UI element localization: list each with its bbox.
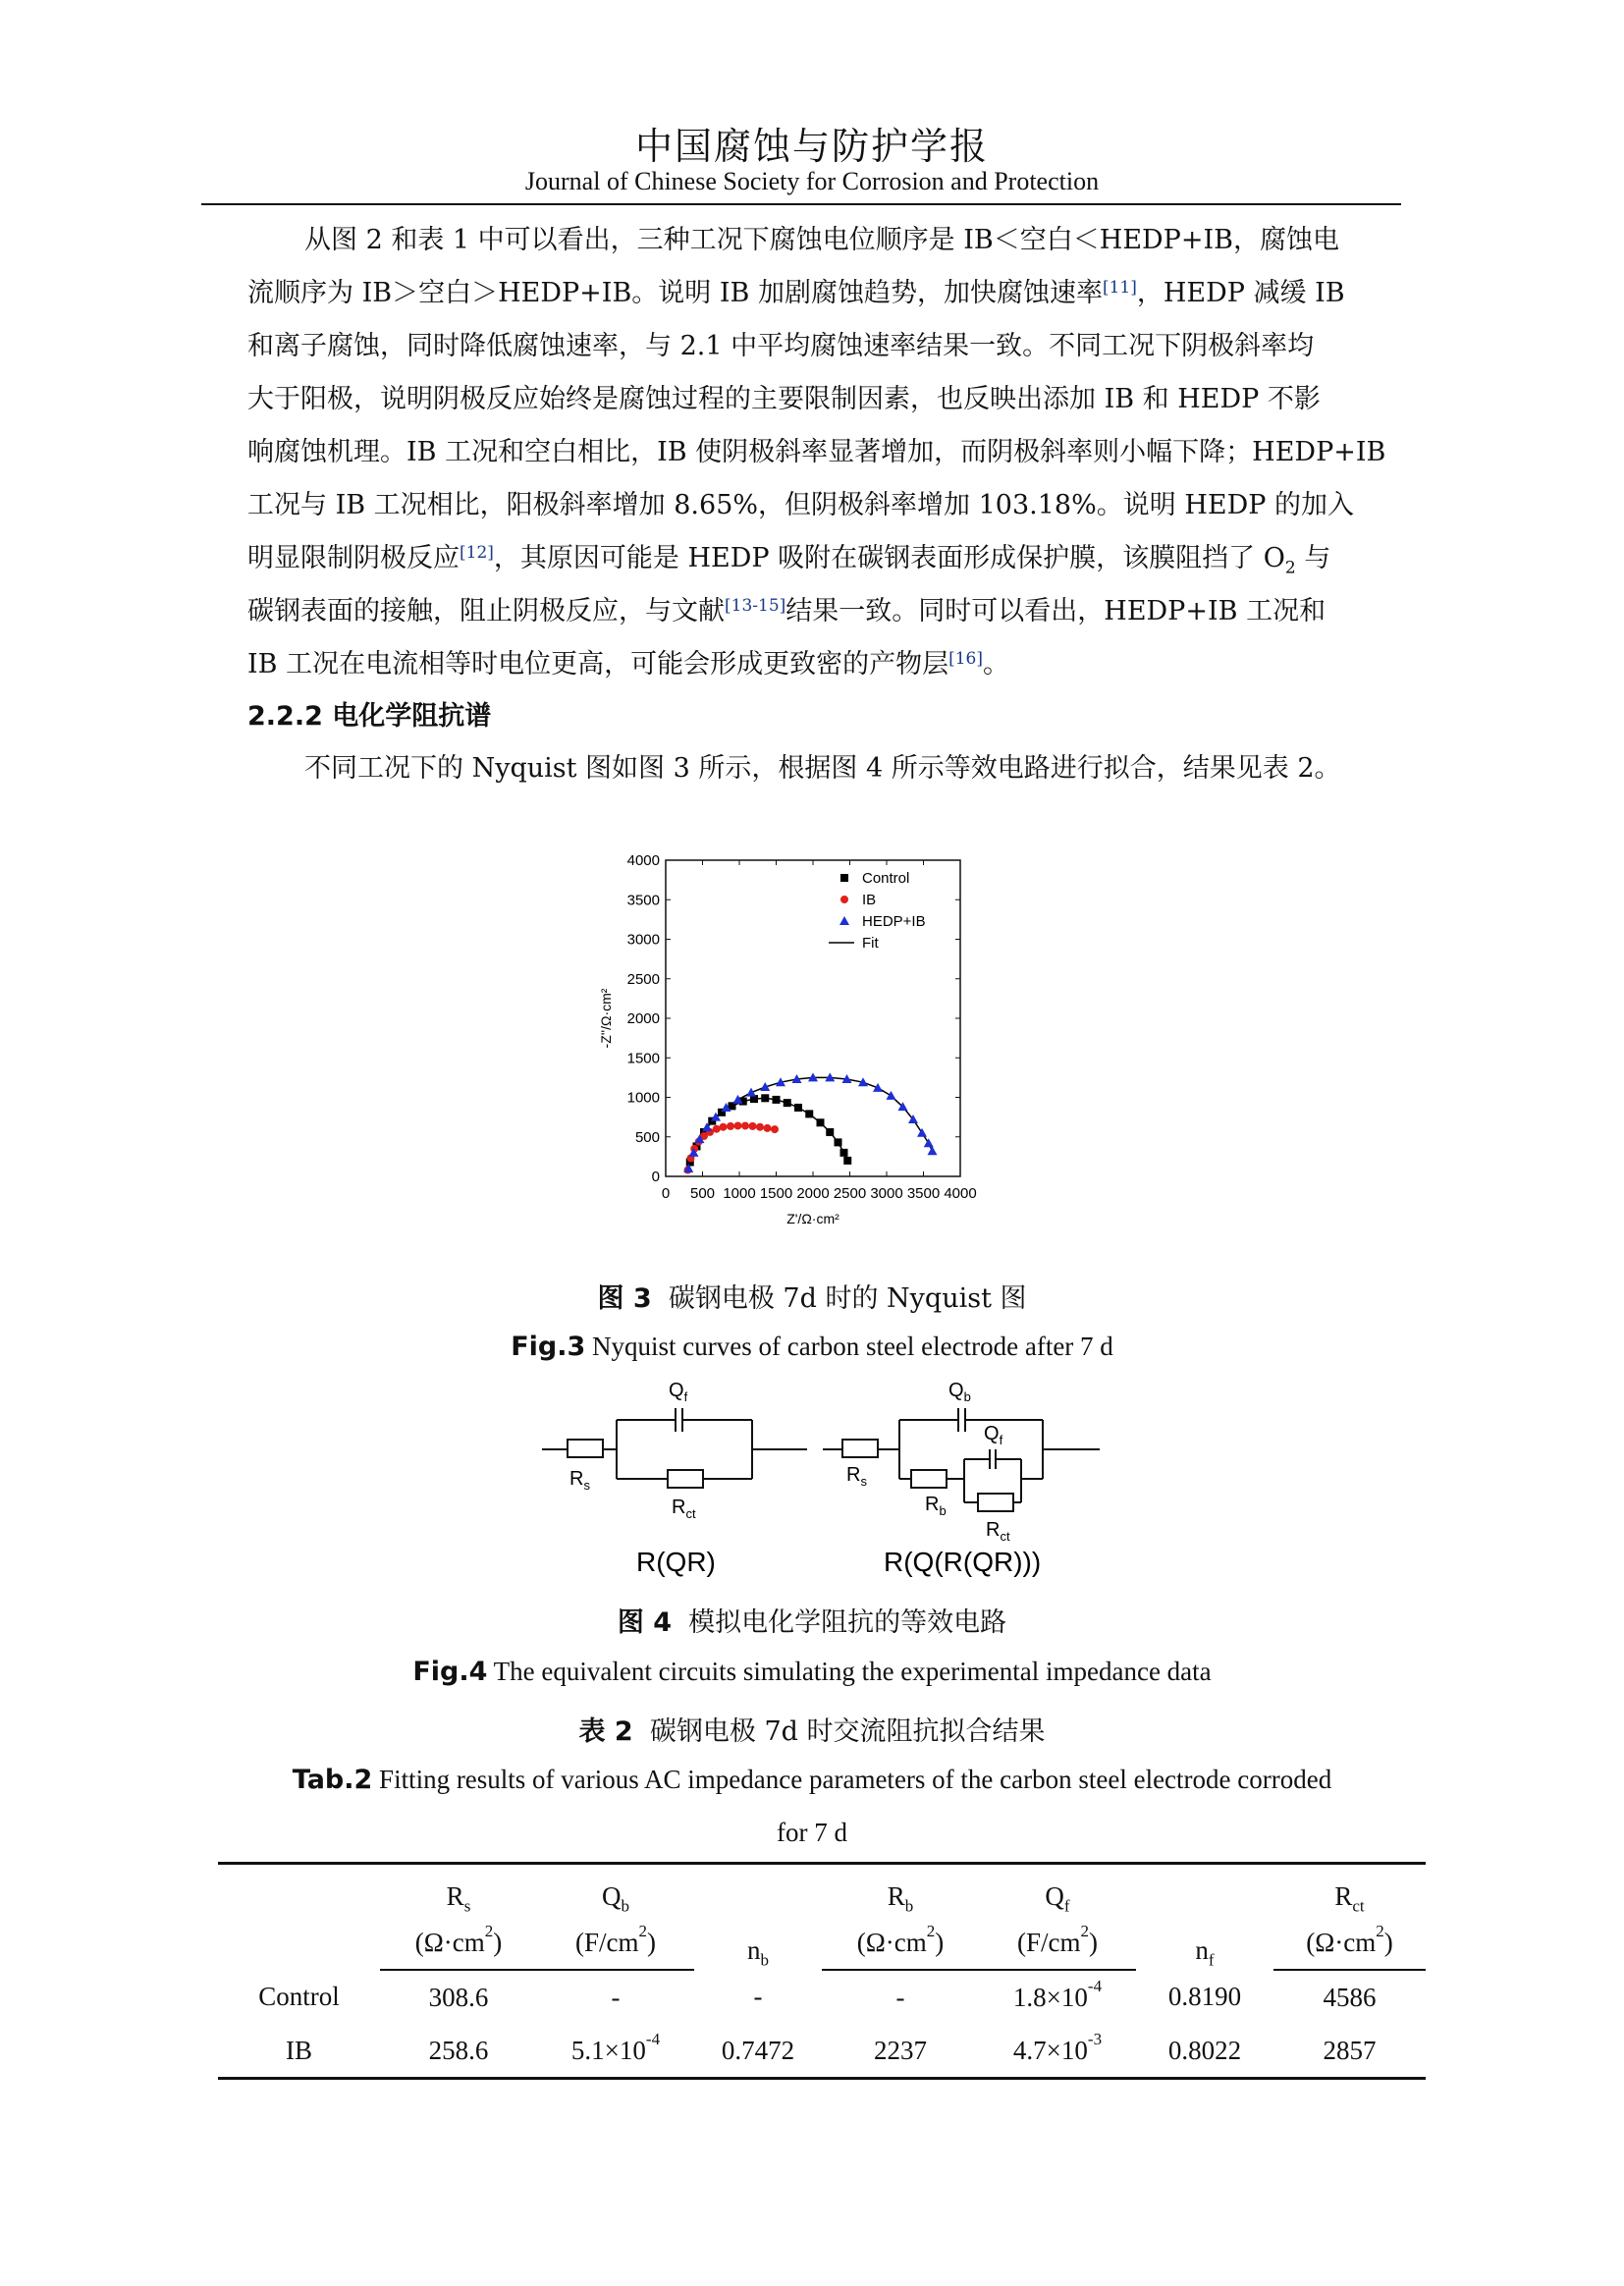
label-qf: $Q_f$ <box>669 1380 688 1404</box>
label-rs-2: $R_s$ <box>846 1464 867 1489</box>
legend-label: IB <box>862 892 877 908</box>
body-line: 响腐蚀机理。IB 工况和空白相比，IB 使阴极斜率显著增加，而阴极斜率则小幅下降；HEDP+IB <box>247 437 1386 467</box>
cell-nf: 0.8022 <box>1136 2024 1273 2079</box>
fitting-results-table <box>218 1862 1426 2080</box>
data-point-hedp-ib <box>928 1146 938 1155</box>
cell-rb: - <box>895 1982 905 2012</box>
equivalent-circuits <box>530 1373 1119 1599</box>
fig3-caption-en: Fig.3 Nyquist curves of carbon steel electrode after 7 d <box>511 1332 1113 1362</box>
legend-label: Fit <box>862 935 879 952</box>
unit-rb: $(\Omega\cdot cm^2)$ <box>822 1916 979 1970</box>
body-line: 和离子腐蚀，同时降低腐蚀速率，与 2.1 中平均腐蚀速率结果一致。不同工况下阴极斜率均 <box>247 331 1315 361</box>
label-rs: $R_s$ <box>569 1468 590 1493</box>
header-qb: $Q_b$ <box>537 1864 694 1917</box>
section-title: 2.2.2 电化学阻抗谱 <box>247 701 492 732</box>
y-tick-label: 2000 <box>626 1010 660 1027</box>
intro-paragraph: 不同工况下的 Nyquist 图如图 3 所示，根据图 4 所示等效电路进行拟合，结果见表 2。 <box>304 753 1341 784</box>
resistor-rs <box>568 1440 603 1457</box>
body-line: IB 工况在电流相等时电位更高，可能会形成更致密的产物层[16]。 <box>247 649 1009 680</box>
y-tick-label: 500 <box>634 1128 660 1146</box>
body-line: 从图 2 和表 1 中可以看出，三种工况下腐蚀电位顺序是 IB＜空白＜HEDP+IB，腐蚀电 <box>304 225 1339 255</box>
table-row <box>218 1970 1426 2024</box>
y-tick-label: 0 <box>651 1169 660 1185</box>
unit-rct: $(\Omega\cdot cm^2)$ <box>1273 1916 1426 1970</box>
data-point-ib <box>727 1122 734 1130</box>
body-paragraph <box>247 214 1396 695</box>
fig3-caption-cn: 图 3 碳钢电极 7d 时的 Nyquist 图 <box>597 1283 1027 1314</box>
y-tick-label: 4000 <box>626 852 660 869</box>
body-line: 大于阳极，说明阴极反应始终是腐蚀过程的主要限制因素，也反映出添加 IB 和 HEDP 不影 <box>247 384 1321 414</box>
body-line: 明显限制阴极反应[12]，其原因可能是 HEDP 吸附在碳钢表面形成保护膜，该膜阻挡了 $O_2$ 与 <box>247 543 1331 578</box>
y-axis-label: -Z''/Ω·cm² <box>598 988 614 1049</box>
cell-rs: 258.6 <box>380 2024 537 2079</box>
data-point-hedp-ib <box>873 1083 883 1092</box>
citation[interactable]: [11] <box>1102 278 1137 298</box>
cell-nf: 0.8190 <box>1167 1982 1242 2011</box>
unit-qb: $(F/cm^2)$ <box>537 1916 694 1970</box>
cell-nb: 0.7472 <box>694 2024 822 2079</box>
cell-qf: $4.7\times 10^{-3}$ <box>979 2024 1136 2079</box>
citation[interactable]: [13-15] <box>725 596 786 616</box>
table-row <box>218 2024 1426 2079</box>
y-tick-label: 2500 <box>626 970 660 988</box>
label-qb: $Q_b$ <box>948 1380 971 1404</box>
data-point-ib <box>756 1123 764 1131</box>
y-tick-label: 3500 <box>626 892 660 909</box>
data-point-hedp-ib <box>746 1088 756 1097</box>
journal-title-cn: 中国腐蚀与防护学报 <box>634 125 989 168</box>
label-rct-2: $R_{ct}$ <box>986 1519 1010 1544</box>
header-qf: $Q_f$ <box>979 1864 1136 1917</box>
x-tick-label: 3500 <box>906 1185 941 1202</box>
y-tick-label: 1500 <box>626 1050 660 1067</box>
label-qf-2: $Q_f$ <box>984 1423 1003 1447</box>
unit-qf: $(F/cm^2)$ <box>979 1916 1136 1970</box>
legend-marker <box>840 896 848 903</box>
x-tick-label: 0 <box>661 1185 671 1202</box>
x-tick-label: 2500 <box>833 1185 867 1202</box>
data-point-control <box>794 1104 802 1112</box>
header-rct: $R_{ct}$ <box>1273 1864 1426 1917</box>
cell-rb: 2237 <box>822 2024 979 2079</box>
legend-label: Control <box>862 870 910 887</box>
legend-marker <box>839 916 849 925</box>
cell-qf: $1.8\times 10^{-4}$ <box>1012 1976 1103 2012</box>
header-rule <box>201 203 1401 205</box>
cell-rct: 4586 <box>1323 1982 1377 2012</box>
cell-qb: - <box>611 1982 621 2012</box>
cell-nb: - <box>753 1982 763 2011</box>
journal-title-en: Journal of Chinese Society for Corrosion and Protection <box>524 167 1100 195</box>
data-point-ib <box>764 1124 772 1132</box>
data-point-control <box>805 1110 813 1117</box>
row-label: IB <box>218 2024 380 2079</box>
x-tick-label: 2000 <box>796 1185 830 1202</box>
cell-rs: 308.6 <box>428 1982 489 2012</box>
data-point-ib <box>749 1122 757 1130</box>
x-tick-label: 3000 <box>870 1185 903 1202</box>
data-point-control <box>773 1096 781 1104</box>
body-line: 工况与 IB 工况相比，阳极斜率增加 8.65%，但阴极斜率增加 103.18%。说明 HEDP 的加入 <box>247 490 1354 520</box>
data-point-ib <box>734 1121 742 1129</box>
header-nf: $n_f$ <box>1136 1864 1273 1971</box>
tab2-caption-en-line2: for 7 d <box>777 1818 847 1847</box>
header-nb: $n_b$ <box>694 1864 822 1971</box>
x-tick-label: 4000 <box>944 1185 977 1202</box>
data-point-control <box>826 1128 834 1136</box>
citation[interactable]: [12] <box>460 543 494 563</box>
body-line: 流顺序为 IB＞空白＞HEDP+IB。说明 IB 加剧腐蚀趋势，加快腐蚀速率[11]，HEDP 减缓 IB <box>247 278 1345 308</box>
x-tick-label: 1500 <box>759 1185 793 1202</box>
cell-qb: $5.1\times 10^{-4}$ <box>537 2024 694 2079</box>
data-point-control <box>843 1157 851 1165</box>
circuit-rqrqr <box>823 1408 1100 1511</box>
data-point-control <box>784 1099 791 1107</box>
tab2-caption-en: Tab.2 Fitting results of various AC impedance parameters of the carbon steel electrode corroded <box>292 1765 1332 1795</box>
header-empty <box>218 1864 380 1971</box>
data-point-control <box>761 1094 769 1102</box>
fit-line-hedp-ib <box>688 1077 932 1169</box>
data-point-control <box>835 1138 842 1146</box>
x-axis-label: Z'/Ω·cm² <box>786 1211 839 1226</box>
data-point-control <box>840 1149 848 1157</box>
legend-marker <box>840 874 848 882</box>
fig4-caption-cn: 图 4 模拟电化学阻抗的等效电路 <box>617 1607 1007 1638</box>
tab2-caption-cn: 表 2 碳钢电极 7d 时交流阻抗拟合结果 <box>578 1716 1046 1747</box>
y-tick-label: 1000 <box>626 1089 660 1107</box>
circuit2-label: R(Q(R(QR))) <box>884 1547 1042 1577</box>
x-tick-label: 1000 <box>723 1185 756 1202</box>
body-line: 碳钢表面的接触，阻止阴极反应，与文献[13-15]结果一致。同时可以看出，HEDP+IB 工况和 <box>247 596 1326 626</box>
cell-rct: 2857 <box>1273 2024 1426 2079</box>
data-point-ib <box>741 1121 749 1129</box>
row-label: Control <box>258 1982 340 2011</box>
header-rs: $R_s$ <box>380 1864 537 1917</box>
data-point-control <box>817 1118 825 1126</box>
table-header-row <box>218 1864 1426 1917</box>
data-point-ib <box>713 1125 721 1133</box>
nyquist-chart <box>579 844 1090 1257</box>
data-point-ib <box>771 1125 779 1133</box>
data-point-hedp-ib <box>917 1128 927 1137</box>
circuit1-label: R(QR) <box>636 1547 716 1577</box>
unit-rs: $(\Omega\cdot cm^2)$ <box>380 1916 537 1970</box>
legend-label: HEDP+IB <box>862 913 926 930</box>
fig4-caption-en: Fig.4 The equivalent circuits simulating the experimental impedance data <box>412 1657 1212 1687</box>
data-point-ib <box>720 1123 728 1131</box>
y-tick-label: 3000 <box>626 931 660 949</box>
label-rb: $R_b$ <box>925 1494 947 1518</box>
label-rct: $R_{ct}$ <box>672 1497 696 1521</box>
citation[interactable]: [16] <box>948 649 983 669</box>
data-point-hedp-ib <box>924 1138 934 1147</box>
header-rb: $R_b$ <box>822 1864 979 1917</box>
data-point-hedp-ib <box>887 1091 896 1100</box>
x-tick-label: 500 <box>689 1185 716 1202</box>
